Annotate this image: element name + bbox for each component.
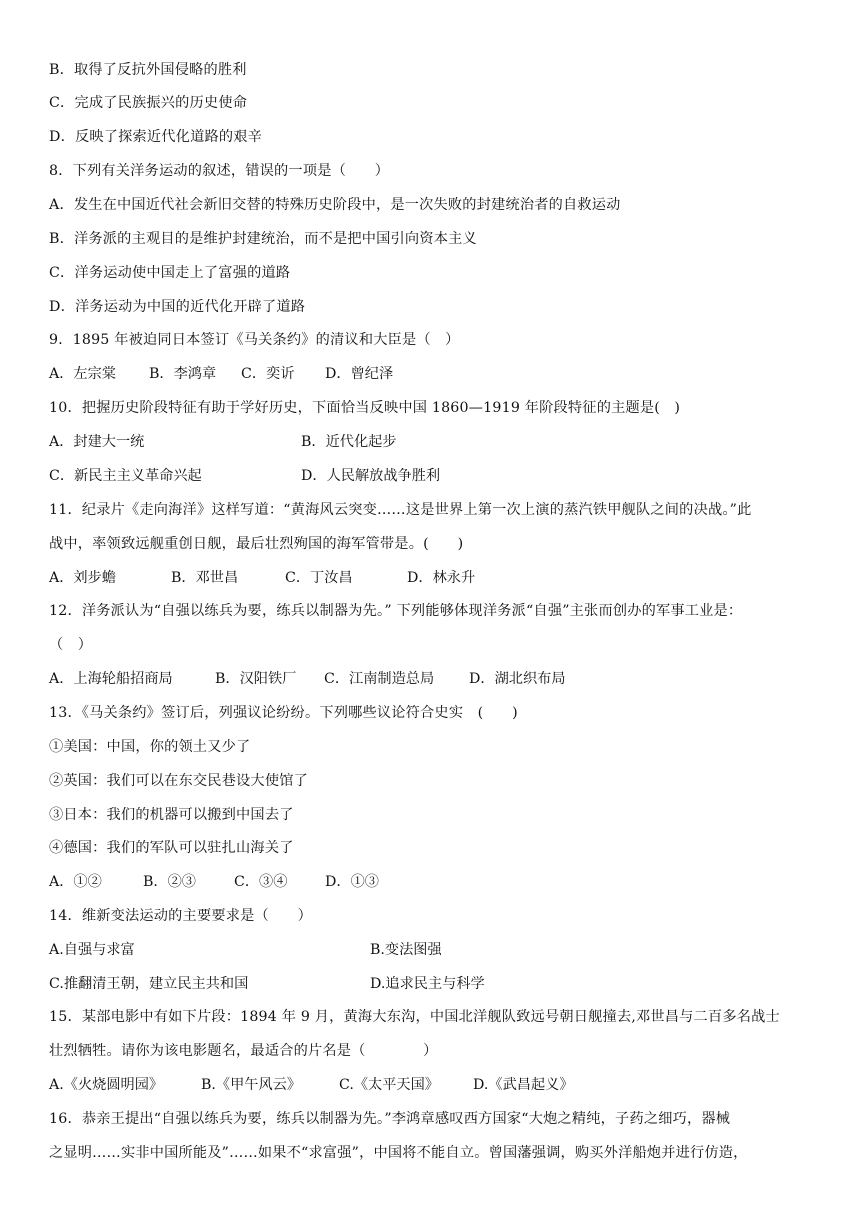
q13-item-1: ①美国：中国，你的领土又少了 [49,739,251,755]
q13-option-d: D．①③ [325,874,379,890]
q15-option-b: B.《甲午风云》 [201,1077,302,1093]
q9-option-d: D．曾纪泽 [325,366,394,382]
q8-option-b: B．洋务派的主观目的是维护封建统治，而不是把中国引向资本主义 [49,231,477,247]
q7-option-b: B．取得了反抗外国侵略的胜利 [49,62,247,78]
q11-option-b: B．邓世昌 [171,570,239,586]
q9-option-c: C．奕䜣 [241,366,295,382]
q11-option-c: C．丁汝昌 [285,570,353,586]
q15-stem-line2: 壮烈牺牲。请你为该电影题名，最适合的片名是（ ） [49,1043,438,1059]
q13-option-b: B．②③ [143,874,196,890]
q12-option-a: A．上海轮船招商局 [49,671,173,687]
q10-option-c: C．新民主主义革命兴起 [49,468,202,484]
q11-option-a: A．刘步蟾 [49,570,116,586]
q12-stem-line2: （ ） [49,637,93,653]
q12-option-b: B．汉阳铁厂 [215,671,297,687]
q15-option-a: A.《火烧圆明园》 [49,1077,164,1093]
q16-line1: 16．恭亲王提出“自强以练兵为要，练兵以制器为先。”李鸿章感叹西方国家“大炮之精纯，子药之细巧，器械 [49,1111,731,1127]
q7-option-c: C．完成了民族振兴的历史使命 [49,95,248,111]
q8-stem: 8．下列有关洋务运动的叙述，错误的一项是（ ） [49,163,390,179]
q15-option-c: C.《太平天国》 [339,1077,439,1093]
q16-line2: 之显明……实非中国所能及”……如果不“求富强”，中国将不能自立。曾国藩强调，购买外洋船炮并进行仿造， [49,1145,748,1161]
q13-item-3: ③日本：我们的机器可以搬到中国去了 [49,807,294,823]
q9-stem: 9．1895 年被迫同日本签订《马关条约》的清议和大臣是（ ） [49,332,460,348]
q10-stem: 10．把握历史阶段特征有助于学好历史，下面恰当反映中国 1860—1919 年阶段特征的主题是( ) [49,400,681,416]
q13-item-4: ④德国：我们的军队可以驻扎山海关了 [49,840,294,856]
q13-option-a: A．①② [49,874,102,890]
q7-option-d: D．反映了探索近代化道路的艰辛 [49,129,263,145]
q12-option-c: C．江南制造总局 [324,671,435,687]
q11-stem-line2: 战中，率领致远舰重创日舰，最后壮烈殉国的海军管带是。( ) [49,536,464,552]
q12-option-d: D．湖北织布局 [469,671,566,687]
q11-stem-line1: 11．纪录片《走向海洋》这样写道：“黄海风云突变……这是世界上第一次上演的蒸汽铁甲舰队之间的决战。”此 [49,502,752,518]
q14-stem: 14．维新变法运动的主要要求是（ ） [49,908,313,924]
q12-stem-line1: 12．洋务派认为“自强以练兵为要，练兵以制器为先。” 下列能够体现洋务派“自强”主张而创办的军事工业是： [49,603,743,619]
q8-option-a: A．发生在中国近代社会新旧交替的特殊历史阶段中，是一次失败的封建统治者的自救运动 [49,197,621,213]
q14-option-d: D.追求民主与科学 [370,976,485,992]
q13-stem: 13．《马关条约》签订后，列强议论纷纷。下列哪些议论符合史实 ( ) [49,705,518,721]
q8-option-c: C．洋务运动使中国走上了富强的道路 [49,265,291,281]
q10-option-d: D．人民解放战争胜利 [301,468,441,484]
q10-option-b: B．近代化起步 [301,434,397,450]
q15-option-d: D.《武昌起义》 [473,1077,574,1093]
q14-option-c: C.推翻清王朝，建立民主共和国 [49,976,249,992]
q14-option-b: B.变法图强 [370,942,442,958]
q9-option-a: A．左宗棠 [49,366,116,382]
q13-item-2: ②英国：我们可以在东交民巷设大使馆了 [49,773,308,789]
q13-option-c: C．③④ [234,874,288,890]
q11-option-d: D．林永升 [407,570,476,586]
q9-option-b: B．李鸿章 [149,366,217,382]
q14-option-a: A.自强与求富 [49,942,135,958]
q8-option-d: D．洋务运动为中国的近代化开辟了道路 [49,299,306,315]
q15-stem-line1: 15．某部电影中有如下片段：1894 年 9 月，黄海大东沟，中国北洋舰队致远号朝日舰撞去,邓世昌与二百多名战士 [49,1009,780,1025]
q10-option-a: A．封建大一统 [49,434,145,450]
